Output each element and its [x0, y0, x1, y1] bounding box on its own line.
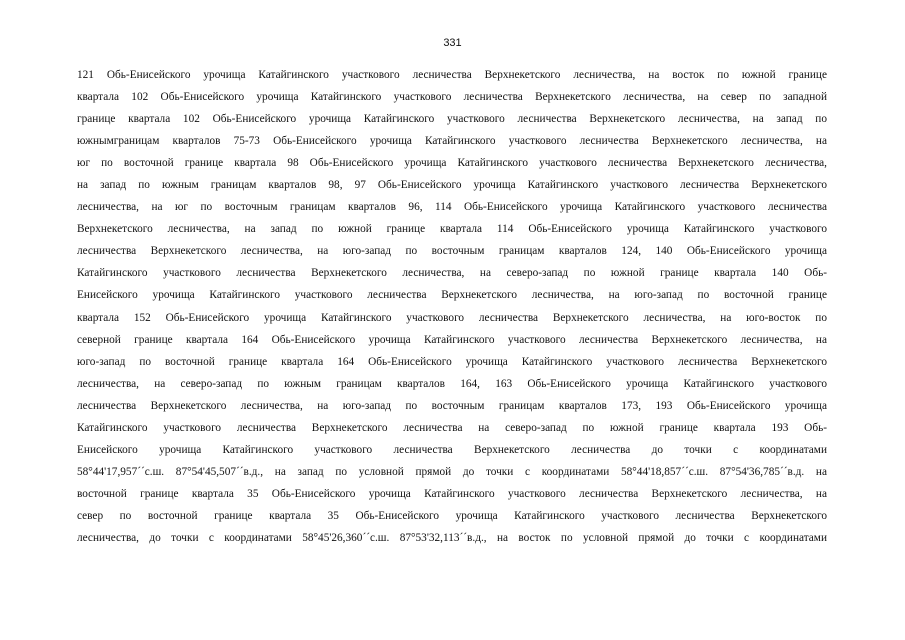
- page-number: 331: [443, 37, 462, 49]
- text-line: 58°44'17,957´´с.ш. 87°54'45,507´´в.д., на запад по условной прямой до точки с координатами 58°44'18,857´´с.ш. 87°54'36,785´´в.д. на: [77, 465, 827, 478]
- text-line: лесничества, на северо-запад по южным границам кварталов 164, 163 Обь-Енисейского урочища Катайгинского участкового: [77, 377, 827, 390]
- text-line: Верхнекетского лесничества, на запад по южной границе квартала 114 Обь-Енисейского урочища Катайгинского участкового: [77, 223, 827, 236]
- text-line: северной границе квартала 164 Обь-Енисейского урочища Катайгинского участкового лесничества Верхнекетского лесничества, на: [77, 333, 827, 346]
- text-line: Енисейского урочища Катайгинского участкового лесничества Верхнекетского лесничества до точки с координатами: [77, 443, 827, 456]
- body-text: [77, 64, 827, 549]
- text-line: восточной границе квартала 35 Обь-Енисейского урочища Катайгинского участкового лесничества Верхнекетского лесничества, на: [77, 487, 827, 500]
- text-line: на запад по южным границам кварталов 98, 97 Обь-Енисейского урочища Катайгинского участкового лесничества Верхнекетского: [77, 179, 827, 192]
- text-line: Катайгинского участкового лесничества Верхнекетского лесничества, на северо-запад по южной границе квартала 140 Обь-: [77, 267, 827, 280]
- text-line: Катайгинского участкового лесничества Верхнекетского лесничества на северо-запад по южной границе квартала 193 Обь-: [77, 421, 827, 434]
- text-line: границе квартала 102 Обь-Енисейского урочища Катайгинского участкового лесничества Верхнекетского лесничества, на запад по: [77, 113, 827, 126]
- text-line: Енисейского урочища Катайгинского участкового лесничества Верхнекетского лесничества, на юго-запад по восточной границе: [77, 289, 827, 302]
- text-line: юго-запад по восточной границе квартала 164 Обь-Енисейского урочища Катайгинского участкового лесничества Верхнекетского: [77, 355, 827, 368]
- text-line: лесничества, до точки с координатами 58°45'26,360´´с.ш. 87°53'32,113´´в.д., на восток по условной прямой до точки с координатами: [77, 531, 827, 544]
- text-line: лесничества Верхнекетского лесничества, на юго-запад по восточным границам кварталов 173, 193 Обь-Енисейского урочища: [77, 399, 827, 412]
- text-line: 121 Обь-Енисейского урочища Катайгинского участкового лесничества Верхнекетского лесничества, на восток по южной границе: [77, 69, 827, 81]
- text-line: южнымграницам кварталов 75-73 Обь-Енисейского урочища Катайгинского участкового лесничества Верхнекетского лесничества, на: [77, 135, 827, 148]
- text-line: север по восточной границе квартала 35 Обь-Енисейского урочища Катайгинского участкового лесничества Верхнекетского: [77, 509, 827, 522]
- text-line: квартала 102 Обь-Енисейского урочища Катайгинского участкового лесничества Верхнекетского лесничества, на север по западной: [77, 91, 827, 104]
- text-line: юг по восточной границе квартала 98 Обь-Енисейского урочища Катайгинского участкового лесничества Верхнекетского лесничества,: [77, 157, 827, 170]
- text-line: лесничества Верхнекетского лесничества, на юго-запад по восточным границам кварталов 124, 140 Обь-Енисейского урочища: [77, 245, 827, 258]
- text-line: лесничества, на юг по восточным границам кварталов 96, 114 Обь-Енисейского урочища Катайгинского участкового лесничества: [77, 201, 827, 214]
- text-line: квартала 152 Обь-Енисейского урочища Катайгинского участкового лесничества Верхнекетского лесничества, на юго-восток по: [77, 311, 827, 324]
